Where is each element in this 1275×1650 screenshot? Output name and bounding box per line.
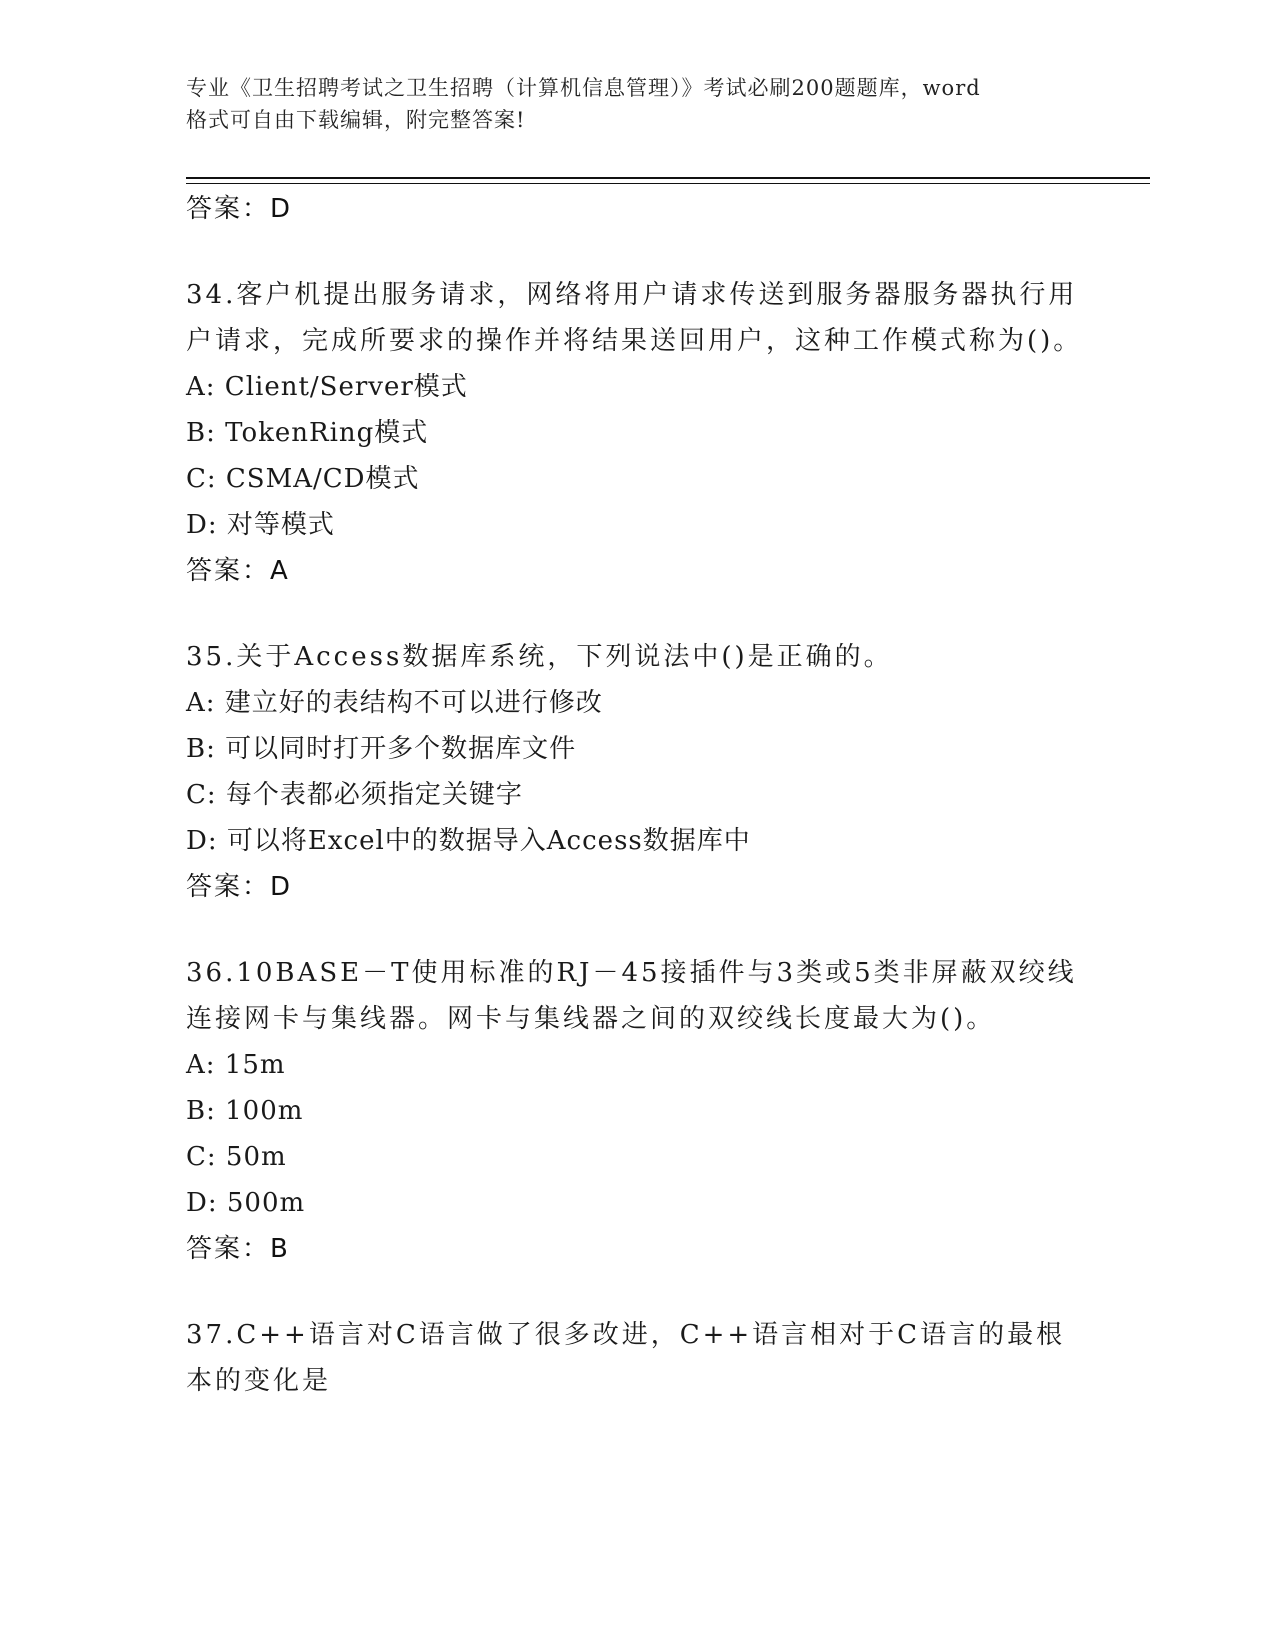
question-34-option-c: C: CSMA/CD模式 [186, 464, 420, 494]
question-36-option-a: A: 15m [186, 1050, 286, 1080]
document-header [186, 72, 1086, 136]
question-34-stem: 34.客户机提出服务请求，网络将用户请求传送到服务器服务器执行用户请求，完成所要求的操作并将结果送回用户，这种工作模式称为()。 [186, 280, 1083, 356]
question-34-option-b: B: TokenRing模式 [186, 418, 429, 448]
header-line-2: 格式可自由下载编辑，附完整答案! [186, 108, 526, 132]
header-divider-thick [186, 177, 1150, 179]
answer-q36: 答案：B [186, 1234, 290, 1264]
question-34-option-d: D: 对等模式 [186, 510, 335, 540]
answer-q34: 答案：A [186, 556, 290, 586]
question-36-stem: 36.10BASE－T使用标准的RJ－45接插件与3类或5类非屏蔽双绞线连接网卡与集线器。网卡与集线器之间的双绞线长度最大为()。 [186, 958, 1077, 1034]
question-36-option-c: C: 50m [186, 1142, 287, 1172]
question-35-stem: 35.关于Access数据库系统，下列说法中()是正确的。 [186, 642, 893, 672]
question-35-option-c: C: 每个表都必须指定关键字 [186, 780, 523, 810]
header-divider-thin [186, 183, 1150, 184]
question-36-option-b: B: 100m [186, 1096, 304, 1126]
question-35-option-b: B: 可以同时打开多个数据库文件 [186, 734, 577, 764]
answer-q35: 答案：D [186, 872, 293, 902]
answer-q33: 答案：D [186, 194, 293, 224]
question-list [186, 186, 1086, 1404]
question-36-option-d: D: 500m [186, 1188, 306, 1218]
question-35-option-d: D: 可以将Excel中的数据导入Access数据库中 [186, 826, 751, 856]
question-35-option-a: A: 建立好的表结构不可以进行修改 [186, 688, 603, 718]
header-line-1: 专业《卫生招聘考试之卫生招聘（计算机信息管理）》考试必刷200题题库，word [186, 76, 981, 100]
question-34-option-a: A: Client/Server模式 [186, 372, 468, 402]
question-37-stem: 37.C++语言对C语言做了很多改进，C++语言相对于C语言的最根本的变化是 [186, 1320, 1066, 1396]
